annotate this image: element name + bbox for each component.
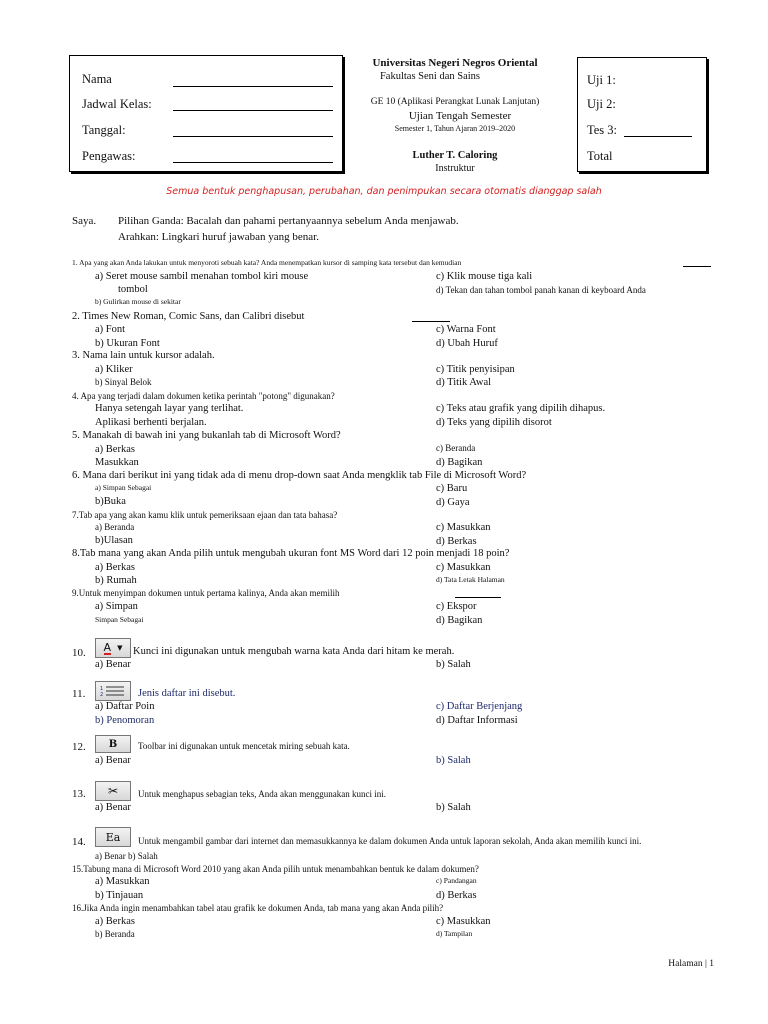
date-field[interactable] [173,136,333,137]
question-14-number: 14. [72,836,86,848]
q3-option-c[interactable]: c) Titik penyisipan [436,364,515,375]
font-color-icon-glyph: A [103,640,112,654]
field-label-date: Tanggal: [82,123,126,137]
question-12-text: Toolbar ini digunakan untuk mencetak miring sebuah kata. [138,741,350,751]
exam-title: Ujian Tengah Semester [408,110,512,122]
q15-option-d[interactable]: d) Berkas [436,890,477,901]
score-label-test2: Uji 2: [587,97,616,111]
q9-option-b[interactable]: Simpan Sebagai [95,615,144,624]
q4-option-a[interactable]: Hanya setengah layar yang terlihat. [95,403,244,414]
semester-info: Semester 1, Tahun Ajaran 2019–2020 [394,124,516,133]
q1-option-c[interactable]: c) Klik mouse tiga kali [436,271,533,282]
chevron-down-icon: ▼ [117,644,123,652]
q8-option-b[interactable]: b) Rumah [95,575,137,586]
q2-option-a[interactable]: a) Font [95,324,126,335]
q15-option-c[interactable]: c) Pandangan [436,876,477,885]
q12-option-b[interactable]: b) Salah [436,755,471,766]
q11-option-b[interactable]: b) Penomoran [95,715,155,726]
q13-option-b[interactable]: b) Salah [436,802,471,813]
q16-option-b[interactable]: b) Beranda [95,929,135,939]
q16-option-a[interactable]: a) Berkas [95,916,135,927]
q5-option-c[interactable]: c) Beranda [436,443,476,453]
q1-option-a[interactable]: a) Seret mouse sambil menahan tombol kiri mouse [95,271,309,282]
q9-option-c[interactable]: c) Ekspor [436,601,477,612]
q11-option-c[interactable]: c) Daftar Berjenjang [436,701,523,712]
font-color-icon [95,638,131,658]
page-number: Halaman | 1 [668,959,714,969]
q3-option-b[interactable]: b) Sinyal Belok [95,377,152,387]
test3-score-field[interactable] [624,136,692,137]
q13-option-a[interactable]: a) Benar [95,802,131,813]
q12-option-a[interactable]: a) Benar [95,755,131,766]
bold-icon [95,735,131,753]
q11-option-d[interactable]: d) Daftar Informasi [436,715,518,726]
question-4-text: 4. Apa yang terjadi dalam dokumen ketika perintah "potong" digunakan? [72,391,335,401]
q15-option-b[interactable]: b) Tinjauan [95,890,144,901]
q15-option-a[interactable]: a) Masukkan [95,876,150,887]
proctor-field[interactable] [173,162,333,163]
instructions-line-1: Pilihan Ganda: Bacalah dan pahami pertanyaannya sebelum Anda menjawab. [118,215,459,227]
question-16-text: 16.Jika Anda ingin menambahkan tabel atau grafik ke dokumen Anda, tab mana yang akan Anda pilih? [72,903,444,913]
question-7-text: 7.Tab apa yang akan kamu klik untuk pemeriksaan ejaan dan tata bahasa? [72,510,338,520]
q3-option-a[interactable]: a) Kliker [95,364,133,375]
score-label-total: Total [587,149,613,163]
q14-options[interactable]: a) Benar b) Salah [95,851,158,861]
question-12-number: 12. [72,741,86,753]
question-9-blank[interactable] [455,588,501,598]
q2-option-b[interactable]: b) Ukuran Font [95,338,160,349]
q2-option-d[interactable]: d) Ubah Huruf [436,338,498,349]
q5-option-b[interactable]: Masukkan [95,457,139,468]
q4-option-c[interactable]: c) Teks atau grafik yang dipilih dihapus. [436,403,606,414]
q2-option-c[interactable]: c) Warna Font [436,324,496,335]
question-2-text: 2. Times New Roman, Comic Sans, dan Calibri disebut [72,311,305,322]
q7-option-a[interactable]: a) Beranda [95,522,135,532]
q16-option-d[interactable]: d) Tampilan [436,929,473,938]
q4-option-b[interactable]: Aplikasi berhenti berjalan. [95,417,207,428]
question-13-text: Untuk menghapus sebagian teks, Anda akan menggunakan kunci ini. [138,789,386,799]
instructions-lead: Saya. [72,215,97,227]
instructor-role: Instruktur [435,163,475,174]
q5-option-d[interactable]: d) Bagikan [436,457,483,468]
q6-option-c[interactable]: c) Baru [436,483,468,494]
faculty-name: Fakultas Seni dan Sains [379,71,481,82]
q7-option-b[interactable]: b)Ulasan [95,535,133,546]
q9-option-d[interactable]: d) Bagikan [436,615,483,626]
question-9-text: 9.Untuk menyimpan dokumen untuk pertama kalinya, Anda akan memilih [72,588,340,598]
class-schedule-field[interactable] [173,110,333,111]
instructor-name: Luther T. Caloring [412,150,498,161]
q10-option-b[interactable]: b) Salah [436,659,471,670]
q1-option-a-cont: tombol [118,284,148,295]
q8-option-c[interactable]: c) Masukkan [436,562,491,573]
clip-art-icon [95,827,131,847]
question-2-blank[interactable] [412,311,450,322]
instructions-line-2: Arahkan: Lingkari huruf jawaban yang benar. [118,231,319,243]
numbered-list-icon-svg [100,685,126,697]
question-5-text: 5. Manakah di bawah ini yang bukanlah tab di Microsoft Word? [72,430,341,441]
field-label-class-schedule: Jadwal Kelas: [82,97,152,111]
q9-option-a[interactable]: a) Simpan [95,601,138,612]
question-6-text: 6. Mana dari berikut ini yang tidak ada di menu drop-down saat Anda mengklik tab File di Microsoft Word? [72,470,527,481]
q7-option-d[interactable]: d) Berkas [436,536,477,547]
q6-option-b[interactable]: b)Buka [95,496,126,507]
question-3-text: 3. Nama lain untuk kursor adalah. [72,350,215,361]
scissors-icon [95,781,131,801]
question-15-text: 15.Tabung mana di Microsoft Word 2010 yang akan Anda pilih untuk menambahkan bentuk ke dalam dokumen? [72,864,479,874]
q8-option-d[interactable]: d) Tata Letak Halaman [436,575,505,584]
field-label-name: Nama [82,72,112,86]
question-8-text: 8.Tab mana yang akan Anda pilih untuk mengubah ukuran font MS Word dari 12 poin menjadi 18 poin? [72,548,510,559]
question-1-text: 1. Apa yang akan Anda lakukan untuk menyoroti sebuah kata? Anda menempatkan kursor di samping kata tersebut dan kemudian [72,258,462,267]
bold-icon-glyph: B [108,738,118,750]
q6-option-d[interactable]: d) Gaya [436,497,470,508]
question-14-text: Untuk mengambil gambar dari internet dan memasukkannya ke dalam dokumen Anda untuk laporan sekolah, Anda akan memilih kunci ini. [138,836,642,846]
numbered-list-icon [95,681,131,701]
q7-option-c[interactable]: c) Masukkan [436,522,491,533]
q10-option-a[interactable]: a) Benar [95,659,131,670]
question-11-text: Jenis daftar ini disebut. [138,688,236,699]
q3-option-d[interactable]: d) Titik Awal [436,377,492,388]
q6-option-a[interactable]: a) Simpan Sebagai [95,483,152,492]
question-10-number: 10. [72,647,86,659]
q5-option-a[interactable]: a) Berkas [95,444,135,455]
question-1-blank[interactable] [683,258,711,267]
q11-option-a[interactable]: a) Daftar Poin [95,701,155,712]
q4-option-d[interactable]: d) Teks yang dipilih disorot [436,417,552,428]
clip-art-icon-glyph: Ea [105,830,121,844]
q1-option-d[interactable]: d) Tekan dan tahan tombol panah kanan di keyboard Anda [436,285,646,295]
svg-text:1: 1 [100,686,104,692]
q8-option-a[interactable]: a) Berkas [95,562,135,573]
q1-option-b[interactable]: b) Gulirkan mouse di sekitar [95,297,181,306]
q16-option-c[interactable]: c) Masukkan [436,916,491,927]
scissors-icon-glyph: ✂ [107,784,119,798]
svg-text:2: 2 [100,692,104,697]
erasure-notice: Semua bentuk penghapusan, perubahan, dan penimpukan secara otomatis dianggap salah [166,186,602,197]
question-13-number: 13. [72,788,86,800]
score-label-test1: Uji 1: [587,73,616,87]
course-name: GE 10 (Aplikasi Perangkat Lunak Lanjutan) [370,97,540,107]
question-11-number: 11. [72,688,86,700]
score-label-test3: Tes 3: [587,123,618,137]
field-label-proctor: Pengawas: [82,149,136,163]
name-field[interactable] [173,86,333,87]
university-name: Universitas Negeri Negros Oriental [372,57,538,69]
question-10-text: Kunci ini digunakan untuk mengubah warna kata Anda dari hitam ke merah. [133,646,455,657]
